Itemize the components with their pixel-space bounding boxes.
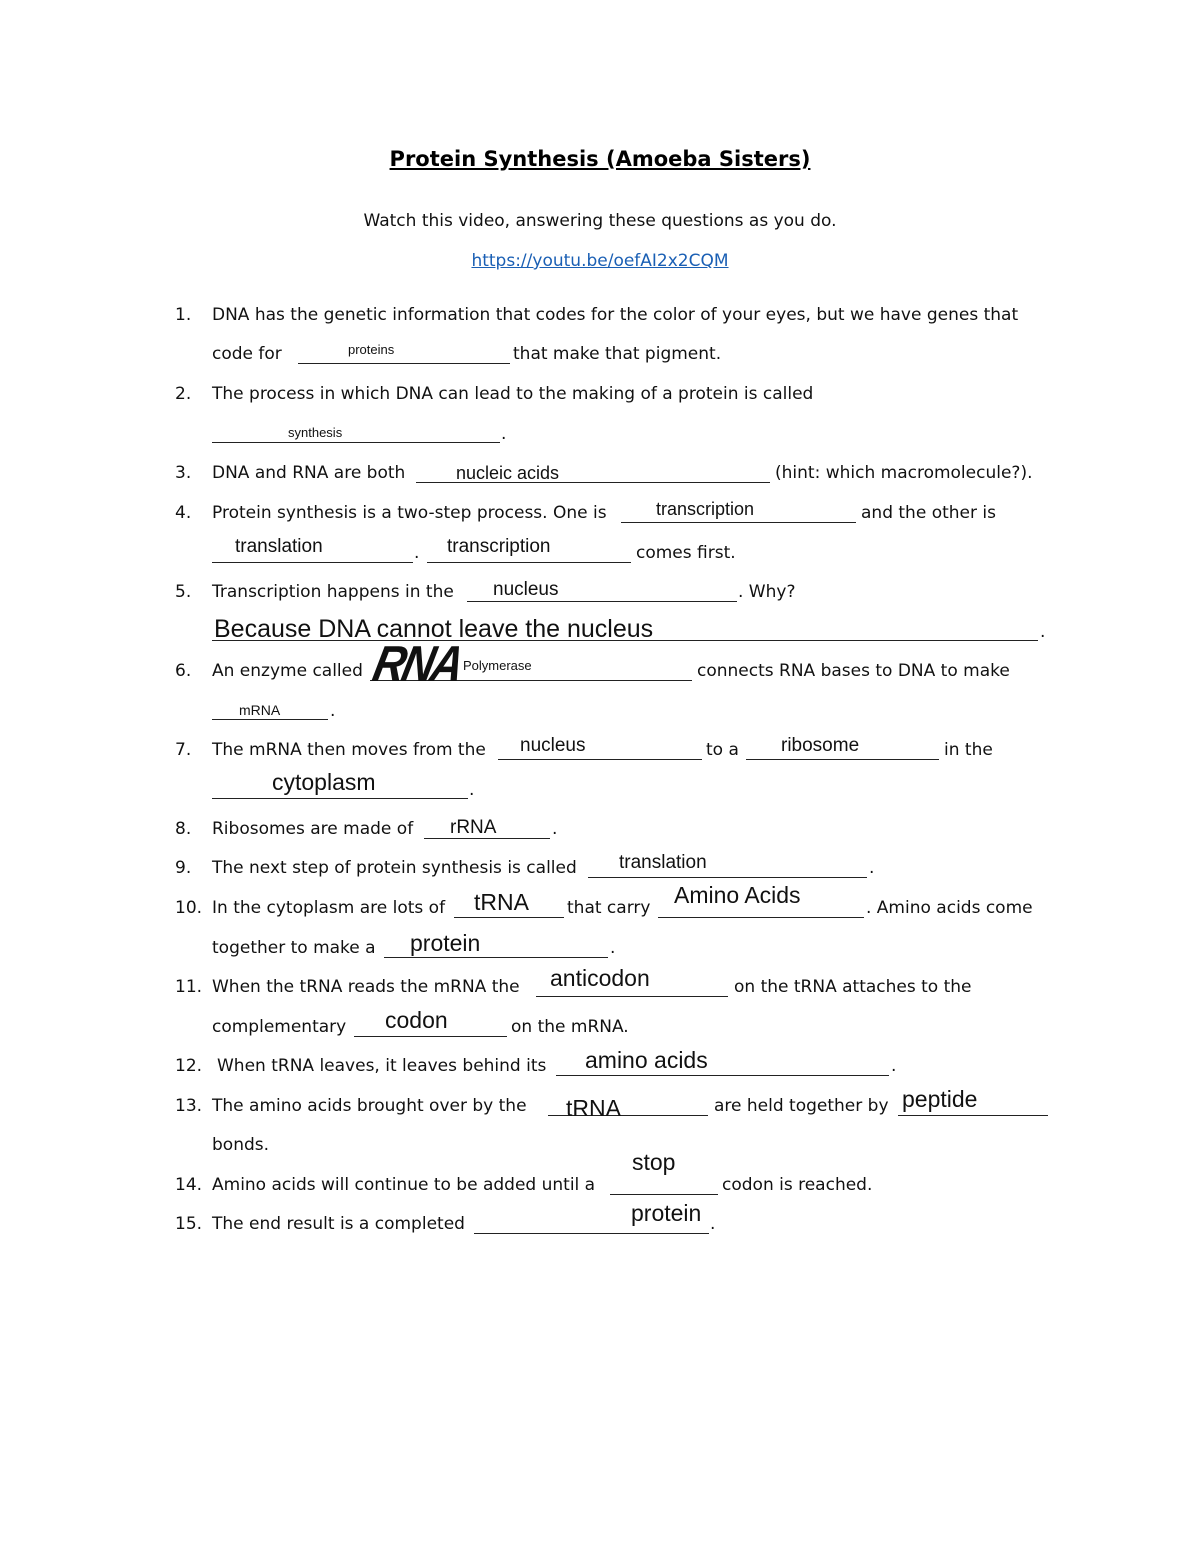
q14-answer: stop (632, 1149, 676, 1175)
q7-blank1[interactable] (498, 759, 702, 760)
q11-answer2: codon (385, 1007, 448, 1033)
q5-text-a: Transcription happens in the (212, 582, 454, 602)
question-number: 11. (175, 977, 203, 997)
question-number: 10. (175, 898, 203, 918)
q2-answer: synthesis (288, 425, 343, 440)
q6-blank2[interactable] (212, 719, 328, 720)
q1-text-line1: DNA has the genetic information that codes for the color of your eyes, but we have genes that (212, 305, 1019, 325)
instructions: Watch this video, answering these questions as you do. (363, 211, 837, 231)
q7-text-b: to a (706, 740, 739, 760)
q6-text-a: An enzyme called (212, 661, 363, 681)
page-title: Protein Synthesis (Amoeba Sisters) (389, 147, 811, 171)
question-number: 14. (175, 1175, 203, 1195)
q4-answer3: transcription (447, 536, 551, 557)
q13-answer2: peptide (902, 1086, 978, 1112)
q8-text-a: Ribosomes are made of (212, 819, 414, 839)
q13-blank2[interactable] (898, 1115, 1048, 1116)
q4-dot: . (414, 543, 420, 563)
q4-blank1[interactable] (621, 522, 856, 523)
q10-text-c: . Amino acids come (866, 898, 1033, 918)
question-number: 1. (175, 305, 192, 325)
q4-text-b: and the other is (861, 503, 996, 523)
q10-text-line2: together to make a (212, 938, 376, 958)
q5-text-b: . Why? (738, 582, 796, 602)
q11-text-b: on the tRNA attaches to the (734, 977, 972, 997)
video-link[interactable] (0, 251, 1200, 271)
q1-text-line2: code for (212, 344, 282, 364)
q4-answer1: transcription (656, 499, 755, 519)
q5-text-end: . (1040, 622, 1046, 642)
rna-handwriting-mark: RNA (368, 636, 467, 693)
q10-answer1: tRNA (474, 889, 529, 915)
q8-answer: rRNA (450, 817, 497, 838)
q13-text-line2: bonds. (212, 1135, 270, 1155)
q15-blank[interactable] (474, 1233, 709, 1234)
video-link-text[interactable]: https://youtu.be/oefAI2x2CQM (471, 251, 729, 271)
q15-answer: protein (631, 1200, 702, 1226)
q4-text-c: comes first. (636, 543, 736, 563)
q8-blank[interactable] (424, 838, 550, 839)
q8-text-end: . (552, 819, 558, 839)
q14-text-end: codon is reached. (722, 1175, 873, 1195)
q14-text-a: Amino acids will continue to be added until a (212, 1175, 596, 1195)
q7-blank3[interactable] (212, 798, 468, 799)
q4-answer2: translation (235, 536, 323, 557)
q7-text-c: in the (944, 740, 993, 760)
q4-text-a: Protein synthesis is a two-step process. One is (212, 503, 607, 523)
q6-answer1: Polymerase (463, 658, 532, 673)
q11-answer1: anticodon (550, 965, 650, 991)
q13-answer1: tRNA (566, 1095, 621, 1121)
question-number: 2. (175, 384, 192, 404)
q9-text-a: The next step of protein synthesis is called (212, 858, 577, 878)
question-number: 12. (175, 1056, 203, 1076)
q9-text-end: . (869, 858, 875, 878)
q2-text-line1: The process in which DNA can lead to the making of a protein is called (212, 384, 814, 404)
q6-text-b: connects RNA bases to DNA to make (697, 661, 1010, 681)
question-number: 8. (175, 819, 192, 839)
q4-blank2[interactable] (212, 562, 413, 563)
q13-text-a: The amino acids brought over by the (212, 1096, 527, 1116)
q1-answer: proteins (348, 342, 395, 357)
q10-blank1[interactable] (454, 917, 564, 918)
q3-text-a: DNA and RNA are both (212, 463, 406, 483)
q6-answer2: mRNA (239, 702, 281, 718)
question-number: 13. (175, 1096, 203, 1116)
question-number: 9. (175, 858, 192, 878)
q11-text-a: When the tRNA reads the mRNA the (212, 977, 520, 997)
q4-blank3[interactable] (427, 562, 631, 563)
q5-blank1[interactable] (467, 601, 737, 602)
q13-text-b: are held together by (714, 1096, 889, 1116)
q10-text-a: In the cytoplasm are lots of (212, 898, 446, 918)
q6-text-end: . (330, 701, 336, 721)
q10-text-b: that carry (567, 898, 651, 918)
q15-text-a: The end result is a completed (212, 1214, 465, 1234)
question-number: 7. (175, 740, 192, 760)
question-number: 15. (175, 1214, 203, 1234)
q7-blank2[interactable] (746, 759, 939, 760)
q15-text-end: . (710, 1214, 716, 1234)
q5-answer2: Because DNA cannot leave the nucleus (214, 615, 654, 643)
q7-text-a: The mRNA then moves from the (212, 740, 486, 760)
q1-text-line2-end: that make that pigment. (513, 344, 722, 364)
q10-answer2: Amino Acids (674, 882, 801, 908)
q7-answer3: cytoplasm (272, 769, 376, 795)
q9-answer: translation (619, 852, 707, 873)
q12-answer: amino acids (585, 1047, 708, 1073)
q11-text-end: on the mRNA. (511, 1017, 629, 1037)
q2-text-end: . (501, 424, 507, 444)
q9-blank[interactable] (588, 877, 867, 878)
q10-blank2[interactable] (658, 917, 864, 918)
q12-blank[interactable] (556, 1075, 889, 1076)
q3-text-b: (hint: which macromolecule?). (775, 463, 1033, 483)
question-number: 3. (175, 463, 192, 483)
q11-blank1[interactable] (536, 996, 728, 997)
q10-blank3[interactable] (384, 957, 608, 958)
q7-text-end: . (469, 780, 475, 800)
q7-answer1: nucleus (520, 735, 586, 756)
question-number: 5. (175, 582, 192, 602)
question-number: 6. (175, 661, 192, 681)
q7-answer2: ribosome (781, 735, 860, 756)
q14-blank[interactable] (610, 1194, 718, 1195)
q12-text-end: . (891, 1056, 897, 1076)
q12-text-a: When tRNA leaves, it leaves behind its (217, 1056, 547, 1076)
q10-text-end: . (610, 938, 616, 958)
q5-answer1: nucleus (493, 579, 559, 600)
q11-blank2[interactable] (354, 1036, 507, 1037)
question-number: 4. (175, 503, 192, 523)
q10-answer3: protein (410, 930, 481, 956)
q11-text-line2: complementary (212, 1017, 347, 1037)
q1-blank[interactable] (298, 363, 510, 364)
q2-blank[interactable] (212, 442, 500, 443)
q3-answer: nucleic acids (456, 463, 560, 483)
